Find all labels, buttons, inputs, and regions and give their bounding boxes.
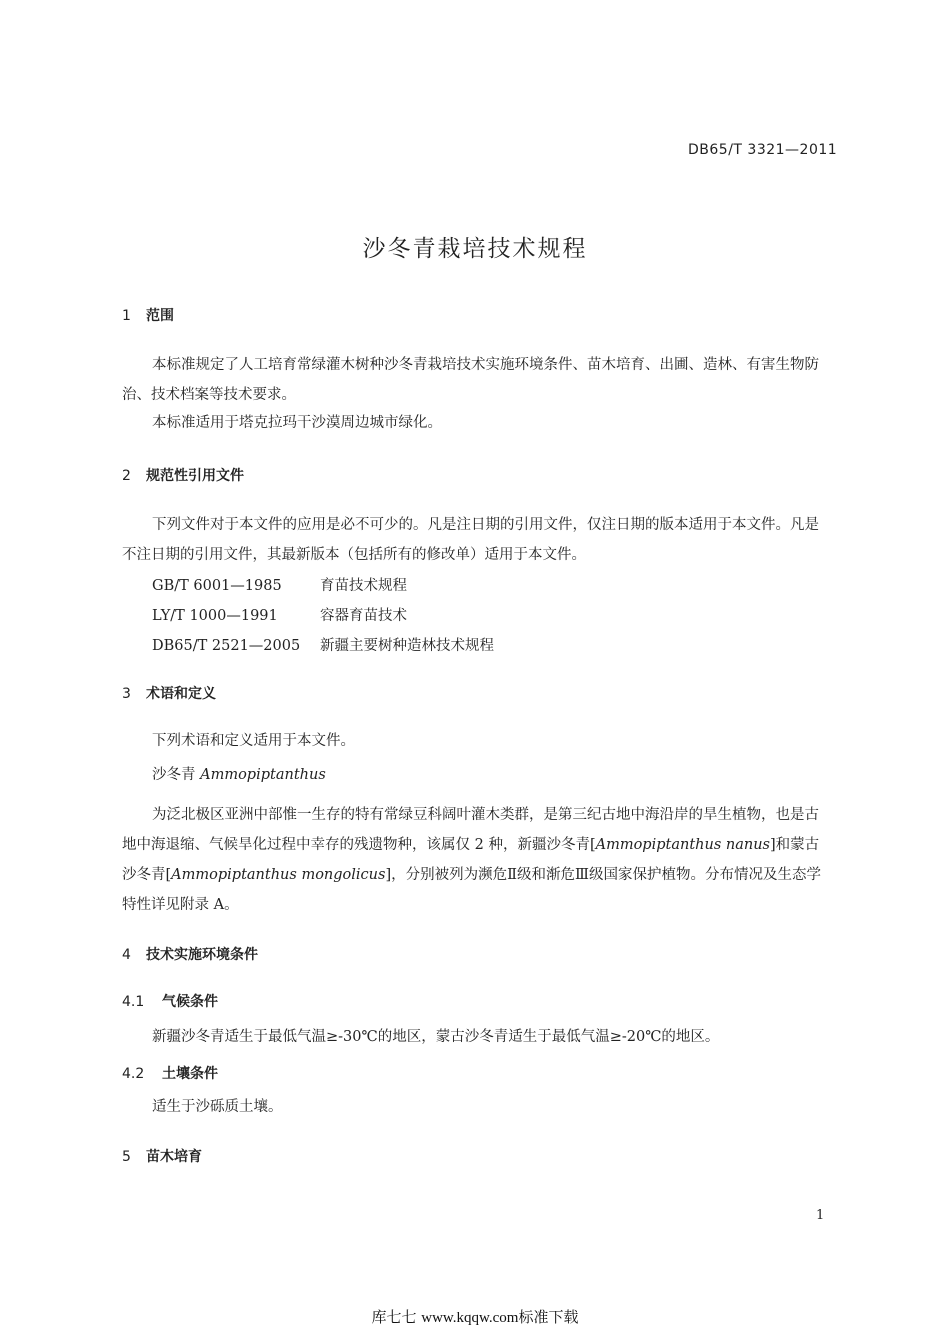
page-number: 1 [816,1208,825,1223]
section-1-paragraph-1: 本标准规定了人工培育常绿灌木树种沙冬青栽培技术实施环境条件、苗木培育、出圃、造林、有害生物防治、技术档案等技术要求。 [122,357,819,403]
section-5-heading [122,1146,202,1166]
section-title: 范围 [146,308,174,324]
section-number: 1 [122,308,131,324]
footer-tagline: 标准下载 [518,1308,579,1326]
definition-latin-2: Ammopiptanthus mongolicus [171,867,386,883]
subsection-title: 气候条件 [162,994,218,1010]
section-title: 术语和定义 [146,686,216,702]
section-title: 技术实施环境条件 [146,947,258,963]
definition-text-c: ]，分别被列为濒危Ⅱ级和渐危Ⅲ级国家保护植物。分布情况及生态学特性详见附录 A。 [122,867,821,913]
footer-site-name: 库七七 [371,1308,422,1326]
reference-code: LY/T 1000—1991 [152,608,278,624]
document-number: DB65/T 3321—2011 [688,142,838,158]
reference-item [152,604,407,625]
subsection-number: 4.1 [122,994,145,1010]
reference-code: DB65/T 2521—2005 [152,638,301,654]
term-definition [122,800,830,920]
section-title: 规范性引用文件 [146,468,244,484]
term-latin: Ammopiptanthus [200,767,326,783]
reference-title: 容器育苗技术 [320,608,407,624]
section-number: 5 [122,1149,131,1165]
section-2-paragraph-1: 下列文件对于本文件的应用是必不可少的。凡是注日期的引用文件，仅注日期的版本适用于本文件。凡是不注日期的引用文件，其最新版本（包括所有的修改单）适用于本文件。 [122,517,819,563]
section-3-paragraph-1: 下列术语和定义适用于本文件。 [152,733,355,749]
reference-title: 新疆主要树种造林技术规程 [320,638,494,654]
subsection-number: 4.2 [122,1066,145,1082]
definition-latin-1: Ammopiptanthus nanus [595,837,770,853]
page-title: 沙冬青栽培技术规程 [362,236,588,262]
section-4-heading [122,944,258,964]
section-3-heading [122,683,216,703]
reference-item [152,634,494,655]
footer-url[interactable]: www.kqqw.com [421,1310,519,1326]
reference-code: GB/T 6001—1985 [152,578,282,594]
section-number: 4 [122,947,131,963]
reference-title: 育苗技术规程 [320,578,407,594]
subsection-4-2-text: 适生于沙砾质土壤。 [152,1099,283,1115]
section-number: 2 [122,468,131,484]
subsection-4-2-heading [122,1063,218,1083]
definition-text-a: 为泛北极区亚洲中部惟一生存的特有常绿豆科阔叶灌木类群，是第三纪古地中海沿岸的旱生植物，也是古地中海退缩、气候旱化过程中幸存的残遗物种，该属仅 2 种，新疆沙冬青[ [122,807,819,853]
section-1-paragraph-2: 本标准适用于塔克拉玛干沙漠周边城市绿化。 [152,415,442,431]
term-entry [152,760,326,790]
subsection-4-1-heading [122,991,218,1011]
section-title: 苗木培育 [146,1149,202,1165]
section-1-heading [122,305,174,325]
reference-item [152,574,407,595]
definition-text-b: ]和蒙古沙冬青[ [122,837,820,883]
footer-watermark [0,1306,950,1327]
section-number: 3 [122,686,131,702]
term-chinese: 沙冬青 [152,767,196,783]
subsection-4-1-text: 新疆沙冬青适生于最低气温≥-30℃的地区，蒙古沙冬青适生于最低气温≥-20℃的地区。 [152,1029,720,1045]
section-2-heading [122,465,244,485]
subsection-title: 土壤条件 [162,1066,218,1082]
